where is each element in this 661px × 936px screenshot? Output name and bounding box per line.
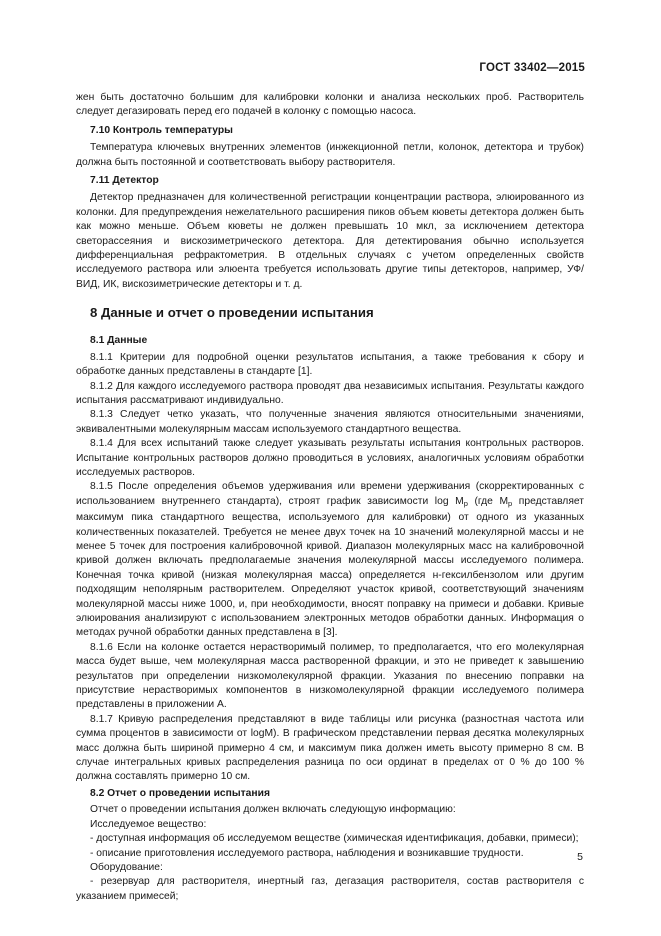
list-item-solution-prep: - описание приготовления исследуемого раствора, наблюдения и возникавшие трудности. [90,847,524,859]
paragraph-8-1-2: 8.1.2 Для каждого исследуемого раствора проводят два независимых испытания. Результаты каждого испытания рассматривают индивидуально. [76,380,584,406]
section-7-10-heading: 7.10 Контроль температуры [90,124,233,136]
section-7-11-heading: 7.11 Детектор [90,175,159,187]
paragraph-8-1-5-part-c: представляет максимум пика стандартного вещества, используемого для калибровки) от одного из указанных количественных показателей. Требуется не менее двух точек на 10 значений молекулярной массы и не менее 5 точек для построения калибровочной кривой. Диапазон молекулярных масс на калибровочной кривой должен включать предполагаемые значения молекулярной массы исследуемого полимера. Конечная точка кривой (низкая молекулярная масса) определяется н-гексилбензолом или другим подходящим неполярным растворителем. Определяют участок кривой, соответствующий значениям молекулярной массы ниже 1000, и, при необходимости, вносят поправку на примеси и добавки. Кривые элюирования анализируют с использованием электронных методов обработки данных. Информация о методах ручной обработки данных представлена в [3]. [76,495,584,639]
section-7-10-paragraph: Температура ключевых внутренних элементов (инжекционной петли, колонок, детектора и трубок) должна быть постоянной и соответствовать выбору растворителя. [76,142,584,168]
paragraph-8-1-3: 8.1.3 Следует четко указать, что полученные значения являются относительными значениями, эквивалентными молекулярным массам используемого стандартного вещества. [76,409,584,435]
paragraph-8-2-intro: Отчет о проведении испытания должен включать следующую информацию: [90,804,456,816]
paragraph-8-1-7: 8.1.7 Кривую распределения представляют в виде таблицы или рисунка (разностная частота или сумма процентов в зависимости от logM). В графическом представлении первая десятка молекулярных масс должна быть шириной примерно 4 см, и максимум пика должен иметь высоту примерно 8 см. В случае интегральных кривых распределения разница по оси ординат в пределах от 0 % до 100 % должна составлять примерно 10 см. [76,713,584,783]
section-8-1-heading: 8.1 Данные [90,335,148,347]
subscript-p-2: p [508,498,513,508]
document-code-header: ГОСТ 33402—2015 [479,62,585,74]
page-number: 5 [577,851,583,863]
subscript-p-1: p [463,498,468,508]
document-body [76,91,584,904]
paragraph-continuation: жен быть достаточно большим для калибровки колонки и анализа нескольких проб. Растворитель следует дегазировать перед его подачей в колонку с помощью насоса. [76,92,584,118]
paragraph-8-1-5 [76,480,584,640]
paragraph-8-1-5-part-a: 8.1.5 После определения объемов удерживания или времени удерживания (скорректированных с использованием внутреннего стандарта), строят график зависимости log M [76,481,584,507]
list-item-solvent-reservoir: - резервуар для растворителя, инертный газ, дегазация растворителя, состав растворителя с указанием примесей; [76,876,584,902]
paragraph-8-2-equipment: Оборудование: [90,861,163,873]
paragraph-8-1-1: 8.1.1 Критерии для подробной оценки результатов испытания, а также требования к сбору и обработке данных представлены в стандарте [1]. [76,351,584,378]
paragraph-8-1-6: 8.1.6 Если на колонке остается нерастворимый полимер, то предполагается, что его молекулярная масса будет выше, чем молекулярная масса растворенной фракции, и это не приведет к завышению результатов при определении низкомолекулярной фракции. Указания по внесению поправки на присутствие нерастворимых компонентов в низкомолекулярной фракции исследуемого полимера представлены в приложении А. [76,641,584,711]
paragraph-8-1-5-part-b: (где M [467,495,509,507]
section-7-11-paragraph: Детектор предназначен для количественной регистрации концентрации раствора, элюированного из колонки. Для предупреждения нежелательного расширения пиков объем кюветы детектора должен быть как можно меньше. Объем кюветы не должен превышать 10 мкл, за исключением детектора светорассеяния и вискозиметрического детектора. Для детектирования обычно используется дифференциальная рефрактометрия. В отдельных случаях с учетом определенных свойств исследуемого раствора или элюента требуется использовать другие типы детекторов, например, УФ/ВИД, ИК, вискозиметрические детекторы и т. д. [76,192,584,290]
section-8-heading: 8 Данные и отчет о проведении испытания [90,305,374,321]
paragraph-8-2-test-substance: Исследуемое вещество: [90,818,207,830]
list-item-substance-info: - доступная информация об исследуемом веществе (химическая идентификация, добавки, примеси); [90,833,579,845]
section-8-2-heading: 8.2 Отчет о проведении испытания [90,787,270,799]
paragraph-8-1-4: 8.1.4 Для всех испытаний также следует указывать результаты испытания контрольных растворов. Испытание контрольных растворов должно проводиться в условиях, аналогичных условиям обработки исследуемых растворов. [76,438,584,478]
